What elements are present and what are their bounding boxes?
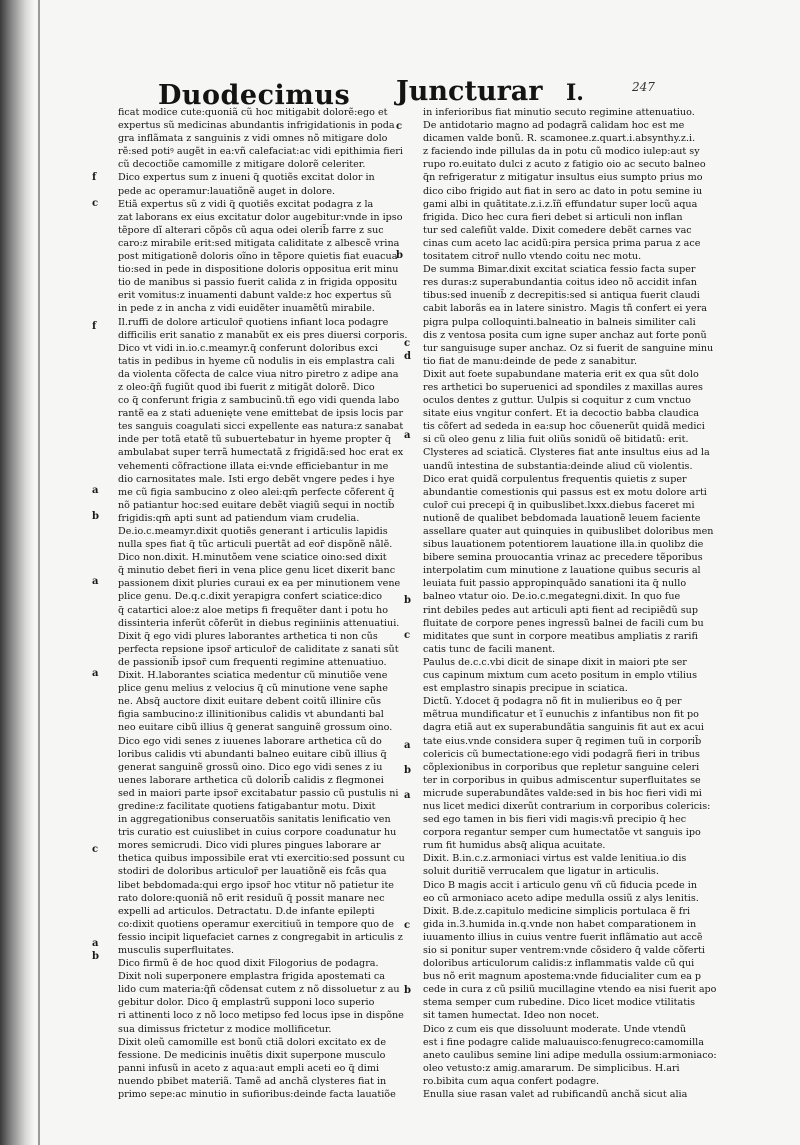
text-line: oculos dentes z guttur. Uulpis si coquitur z cum vnctuo — [423, 395, 691, 407]
text-line: ambulabat super terrã humectatã z frigidã:sed hoc erat ex — [118, 447, 404, 459]
text-line: stema semper cum rubedine. Dico licet modice vtilitatis — [423, 997, 696, 1009]
text-line: pigra pulpa colloquinti.balneatio in balneis similiter cali — [423, 316, 696, 328]
binding-line — [38, 0, 40, 1145]
text-line: tur sed calefiũt valde. Dixit comedere debẽt carnes vac — [423, 224, 692, 236]
text-line: nulla spes fiat q̃ tũc articuli puertãt ad eor̃ dispõnẽ nãlẽ. — [118, 539, 393, 551]
text-line: tibus:sed inuenib̃ z decrepitis:sed si antiqua fuerit claudi — [423, 290, 700, 302]
text-line: Dixit aut foete supabundane materia erit ex qua sũt dolo — [423, 368, 699, 380]
text-line: Dico z cum eis que dissoluunt moderate. Unde vtendũ — [423, 1023, 687, 1035]
text-line: co:dixit quotiens operamur exercitiuũ in tempore quo de — [118, 918, 394, 930]
text-line: colericis cũ bumectatione:ego vidi podagrã fieri in tribus — [423, 748, 700, 760]
text-line: Dictũ. Y.docet q̃ podagra nõ fit in mulieribus eo q̃ per — [423, 696, 682, 708]
text-line: tis cõfert ad sededa in ea:sup hoc cõuenerũt quidã medici — [423, 421, 705, 433]
margin-mark-a: a — [404, 740, 411, 751]
margin-mark-b: b — [404, 595, 411, 606]
text-line: gami albi in quãtitate.z.i.z.ĩñ effundatur super locũ aqua — [423, 198, 698, 210]
margin-mark-f: f — [92, 321, 97, 332]
margin-mark-b: b — [92, 951, 99, 962]
text-line: gida in.3.humida in.q.vnde non habet comparationem in — [423, 918, 697, 930]
text-line: dicamen valde bonũ. R. scamonee.z.quart.i.absynthy.z.i. — [423, 133, 696, 145]
text-line: sed in maiori parte ipsor̃ excitabatur passio cũ pustulis ni — [118, 787, 399, 799]
text-line: q̃ catartici aloe:z aloe metips fi frequẽter dant i potu ho — [118, 604, 388, 616]
text-line: post mitigationẽ doloris oĩno in tẽpore quietis fiat euacua — [118, 251, 398, 263]
text-line: Dixit q̃ ego vidi plures laborantes arthetica ti non cũs — [118, 630, 378, 642]
text-line: tio de manibus si passio fuerit calida z in frigida oppositu — [118, 277, 398, 289]
text-line: inde per totã etatẽ tũ subuertebatur in hyeme propter q̃ — [118, 434, 391, 446]
text-line: stodiri de doloribus articulor̃ per lauatiõnẽ eis fcãs qua — [118, 866, 387, 878]
text-line: plice genu melius z velocius q̃ cũ minutione vene saphe — [118, 683, 388, 695]
text-line: ficat modice cute:quoniã cũ hoc mitigabit dolorẽ:ego et — [118, 107, 388, 118]
margin-mark-c: c — [92, 198, 99, 209]
text-line: sio si ponitur super ventrem:vnde cõsidero q̃ valde cõferti — [423, 945, 705, 956]
text-line: nuendo pbibet materiã. Tamẽ ad anchã clysteres fiat in — [118, 1075, 387, 1087]
text-line: q̃n refrigeratur z mitigatur insultus eius sumpto prius mo — [423, 172, 703, 184]
text-line: tate eius.vnde considera super q̃ regimen tuũ in corporib̃ — [423, 735, 702, 747]
margin-mark-b: b — [396, 250, 403, 261]
text-line: tio:sed in pede in dispositione doloris oppositua erit minu — [118, 264, 399, 276]
margin-mark-b: b — [92, 511, 99, 522]
margin-mark-c: c — [92, 844, 99, 855]
text-line: uandũ intestina de substantia:deinde aliud cũ violentis. — [423, 460, 693, 472]
text-line: dissinteria inferũt cõferũt in diebus reginiinis attenuatiui. — [118, 617, 400, 629]
text-line: sitate eius vngitur confert. Et ia decoctio babba claudica — [423, 408, 700, 420]
text-line: Dixit. H.laborantes sciatica medentur cũ minutiõe vene — [118, 670, 388, 682]
text-line: Dico expertus sum z inueni q̃ quotiẽs excitat dolor in — [118, 172, 375, 184]
text-line: generat sanguinẽ grossũ oino. Dico ego vidi senes z iu — [118, 761, 383, 773]
text-line: perfecta repsione ipsor̃ articulor̃ de caliditate z sanati sũt — [118, 643, 399, 655]
text-line: loribus calidis vti abundanti balneo euitare cibũ illius q̃ — [118, 748, 387, 760]
text-line: tatis in pedibus in hyeme cũ nodulis in eis emplastra cali — [118, 355, 395, 367]
text-line: dis z ventosa posita cum igne super anchaz aut forte ponũ — [423, 329, 707, 341]
margin-mark-b: b — [404, 985, 411, 996]
text-line: fessione. De medicinis inuẽtis dixit superpone musculo — [118, 1049, 386, 1061]
text-line: Dico vt vidi in.io.c.meamyr.q̃ conferunt doloribus exci — [118, 342, 378, 354]
text-line: aneto caulibus semine lini adipe medulla ossium:armoniaco: — [423, 1049, 717, 1061]
text-line: vehementi cõfractione illata ei:vnde efficiebantur in me — [118, 460, 389, 472]
margin-mark-c: c — [404, 630, 411, 641]
margin-mark-a: a — [92, 576, 99, 587]
text-line: difficilis erit sanatio z manabũt ex eis pres diuersi corporis. — [118, 329, 408, 341]
text-line: dio carnositates male. Isti ergo debẽt vngere pedes i hye — [118, 473, 395, 485]
text-line: cinas cum aceto lac acidũ:pira persica prima parua z ace — [423, 237, 701, 249]
text-line: cede in cura z cũ psiliũ mucillagine vtendo ea nisi fuerit apo — [423, 984, 717, 996]
text-line: plice genu. De.q.c.dixit yerapigra confert sciatice:dico — [118, 591, 383, 603]
text-line: est i fine podagre calide maluauisco:fenugreco:camomilla — [423, 1036, 704, 1048]
binding-shadow — [0, 0, 34, 1145]
header-numeral: I. — [566, 80, 584, 106]
text-line: mores semicrudi. Dico vidi plures pingues laborare ar — [118, 840, 381, 852]
margin-mark-c: c — [396, 121, 403, 132]
text-line: me cũ figia sambucino z oleo alei:qm̃ perfecte cõferent q̃ — [118, 486, 395, 498]
text-line: Dico non.dixit. H.minutõem vene sciatice oino:sed dixit — [118, 552, 387, 564]
text-line: tes sanguis coagulati sicci expellente eas natura:z sanabat — [118, 421, 404, 433]
text-line: rupo ro.euitato dulci z acuto z fatigio oio ac secuto balneo — [423, 159, 706, 171]
text-line: co q̃ conferunt frigia z sambucinũ.tñ ego vidi quenda labo — [118, 395, 400, 407]
text-line: cus capinum mixtum cum aceto positum in emplo vtilius — [423, 670, 698, 682]
text-line: catis tunc de facili manent. — [423, 643, 556, 655]
text-line: Dixit. B.in.c.z.armoniaci virtus est valde lenitiua.io dis — [423, 853, 687, 865]
text-line: sed ego tamen in bis fieri vidi magis:vñ precipio q̃ hec — [423, 814, 687, 826]
text-line: q̃ minutio debet fieri in vena plice genu licet dixerit banc — [118, 565, 396, 577]
text-line: musculis superfluitates. — [118, 945, 235, 956]
text-line: De summa Bimar.dixit excitat sciatica fessio facta super — [423, 264, 696, 276]
text-line: cõplexionibus in corporibus que repletur sanguine celeri — [423, 761, 700, 773]
text-line: in aggregationibus conseruatõis sanitatis lenificatio ven — [118, 814, 391, 826]
text-line: dagra etiã aut ex superabundãtia sanguinis fit aut ex acui — [423, 722, 704, 734]
text-line: fluitate de corpore penes ingressũ balnei de facili cum bu — [423, 617, 704, 629]
text-line: Dico B magis accit i articulo genu vñ cũ fiducia pcede in — [423, 879, 698, 891]
text-line: neo euitare cibũ illius q̃ generat sanguinẽ grossum oino. — [118, 722, 393, 734]
text-line: z oleo:q̃ñ fugiũt quod ibi fuerit z mitigãt dolorẽ. Dico — [118, 381, 375, 393]
left-text-column — [118, 106, 408, 1101]
text-line: passionem dixit pluries curaui ex ea per minutionem vene — [118, 578, 401, 590]
text-line: nõ patiantur hoc:sed euitare debẽt viagiũ sequi in noctib̃ — [118, 499, 395, 511]
margin-mark-a: a — [92, 668, 99, 679]
margin-mark-c: c — [404, 338, 411, 349]
text-line: Dico ego vidi senes z iuuenes laborare arthetica cũ do — [118, 735, 382, 747]
text-line: culor̃ cui precepi q̃ in quibuslibet.lxxx.diebus faceret mi — [423, 499, 695, 511]
margin-mark-a: a — [404, 430, 411, 441]
text-line: assellare quater aut quinquies in quibuslibet doloribus men — [423, 526, 714, 537]
text-line: eo cũ armoniaco aceto adipe medulla ossiũ z alys lenitis. — [423, 892, 699, 904]
text-line: pede ac operamur:lauatiõnẽ auget in dolore. — [118, 185, 336, 197]
text-line: in pede z in ancha z vidi euidẽter inuamẽtũ mirabile. — [118, 303, 375, 315]
text-line: Dico firmũ ẽ de hoc quod dixit Filogorius de podagra. — [118, 958, 379, 970]
text-line: sua dimissus frictetur z modice mollificetur. — [118, 1023, 332, 1035]
text-line: leuiata fuit passio appropinquãdo sanationi ita q̃ nullo — [423, 578, 687, 590]
text-line: gredine:z facilitate quotiens fatigabantur motu. Dixit — [118, 800, 376, 812]
text-line: miditates que sunt in corpore meatibus ampliatis z rarifi — [423, 630, 698, 642]
text-line: rint debiles pedes aut articuli apti fient ad recipiẽdũ sup — [423, 604, 698, 616]
text-line: gebitur dolor. Dico q̃ emplastrũ supponi loco superio — [118, 997, 375, 1009]
text-line: De.io.c.meamyr.dixit quotiẽs generant i articulis lapidis — [118, 526, 388, 537]
text-line: balneo vtatur oio. De.io.c.megategni.dixit. In quo fue — [423, 591, 681, 603]
text-line: frigida. Dico hec cura fieri debet si articuli non inflan — [423, 211, 683, 223]
text-line: Dixit. B.de.z.capitulo medicine simplicis portulaca ẽ fri — [423, 905, 691, 917]
text-line: primo sepe:ac minutio in sufioribus:deinde facta lauatiõe — [118, 1089, 396, 1101]
text-line: interpolatim cum minutione z lauatione quibus securis al — [423, 565, 701, 577]
text-line: erit vomitus:z inuamenti dabunt valde:z hoc expertus sũ — [118, 290, 392, 302]
text-line: rantẽ ea z stati aduenięte vene emittebat de ipsis locis par — [118, 408, 404, 420]
margin-mark-a: a — [404, 790, 411, 801]
margin-mark-b: b — [404, 765, 411, 776]
text-line: Dixit oleũ camomille est bonũ ctiã dolori excitato ex de — [118, 1036, 386, 1048]
text-line: tositatem citror̃ nullo vtendo coitu nec motu. — [423, 251, 642, 263]
text-line: iuuamento illius in cuius ventre fuerit inflãmatio aut accẽ — [423, 931, 703, 943]
text-line: figia sambucino:z illinitionibus calidis vt abundanti bal — [118, 709, 384, 721]
text-line: soluit duritiẽ verrucalem que ligatur in articulis. — [423, 866, 659, 878]
text-line: rẽ:sed potiꝰ augẽt in ea:vñ calefaciat:ac vidi epithimia fieri — [118, 146, 403, 158]
text-line: tẽpore dĩ alterari cõpõs cũ aqua odei olerib̃ farre z suc — [118, 224, 384, 236]
text-line: sibus lauationem potentiorem lauatione illa.in quolibz die — [423, 539, 704, 551]
text-line: sit tamen humectat. Ideo non nocet. — [423, 1010, 600, 1022]
text-line: de passionib̃ ipsor̃ cum frequenti regimine attenuatiuo. — [118, 656, 387, 668]
text-line: in inferioribus fiat minutio secuto regimine attenuatiuo. — [423, 107, 695, 118]
running-header-right: Juncturar — [396, 76, 543, 107]
text-line: lido cum materia:q̃ñ cõdensat cutem z nõ dissoluetur z au — [118, 984, 400, 996]
text-line: Il.ruffi de dolore articulor̃ quotiens infiant loca podagre — [118, 316, 389, 328]
text-line: nutionẽ de qualibet bebdomada lauationẽ leuem faciente — [423, 512, 701, 524]
text-line: zat laborans ex eius excitatur dolor augebitur:vnde in ipso — [118, 211, 403, 223]
text-line: da violenta cõfecta de calce viua nitro piretro z adipe ana — [118, 368, 399, 380]
text-line: dico cibo frigido aut fiat in sero ac dato in potu semine iu — [423, 185, 703, 197]
text-line: Dico erat quidã corpulentus frequentis quietis z super — [423, 473, 687, 485]
text-line: si cũ oleo genu z lilia fuit oliũs sonidũ oẽ bitidatũ: erit. — [423, 434, 689, 446]
margin-mark-f: f — [92, 172, 97, 183]
text-line: fessio incipit liquefaciet carnes z congregabit in articulis z — [118, 931, 403, 943]
text-line: est emplastro sinapis precipue in sciatica. — [423, 683, 628, 695]
text-line: expelli ad articulos. Detractatu. D.de infante epilepti — [118, 905, 375, 917]
margin-mark-a: a — [92, 938, 99, 949]
text-line: cũ decoctiõe camomille z mitigare dolorẽ celeriter. — [118, 159, 366, 171]
text-line: bibere semina prouocantia vrinaz ac precedere tẽporibus — [423, 552, 703, 564]
text-line: res duras:z superabundantia coitus ideo nõ accidit infan — [423, 277, 697, 289]
text-line: tris curatio est cuiuslibet in cuius corpore coadunatur hu — [118, 827, 397, 839]
margin-mark-a: a — [92, 485, 99, 496]
running-header-left: Duodecimus — [158, 80, 351, 111]
text-line: res arthetici bo superuenici ad spondiles z maxillas aures — [423, 381, 703, 393]
text-line: caro:z mirabile erit:sed mitigata caliditate z albescẽ vrina — [118, 237, 400, 249]
text-line: Clysteres ad sciaticã. Clysteres fiat ante insultus eius ad la — [423, 447, 710, 459]
right-text-column — [423, 106, 717, 1101]
text-line: tur sanguisuge super anchaz. Oz si fuerit de sanguine minu — [423, 342, 714, 354]
text-line: doloribus articulorum calidis:z inflammatis valde cũ qui — [423, 958, 695, 970]
text-line: panni infusũ in aceto z aqua:aut empli aceti eo q̃ dimi — [118, 1062, 380, 1074]
text-line: tio fiat de manu:deinde de pede z sanabitur. — [423, 355, 638, 367]
text-line: micrude superabundãtes valde:sed in bis hoc fieri vidi mi — [423, 787, 702, 799]
text-line: Enulla siue rasan valet ad rubificandũ anchã sicut alia — [423, 1089, 688, 1101]
text-line: Dixit noli superponere emplastra frigida apostemati ca — [118, 971, 386, 983]
text-line: ter in corporibus in quibus admiscentur superfluitates se — [423, 774, 701, 786]
text-line: z faciendo inde pillulas da in potu cũ modico iulep:aut sy — [423, 146, 700, 158]
text-line: mẽtrua mundificatur et ĩ eunuchis z infantibus non fit po — [423, 709, 699, 721]
text-line: frigidis:qm̃ apti sunt ad patiendum viam crudelia. — [118, 512, 360, 524]
text-line: rum fit humidus absq̃ aliqua acuitate. — [423, 840, 606, 852]
text-line: abundantie comestionis qui passus est ex motu dolore arti — [423, 486, 707, 498]
text-line: ri attinenti loco z nõ loco metipso fed locus ipse in dispõne — [118, 1010, 404, 1022]
text-line: Etiã expertus sũ z vidi q̃ quotiẽs excitat podagra z la — [118, 198, 374, 210]
text-line: oleo vetusto:z amig.amararum. De simplicibus. H.ari — [423, 1062, 680, 1074]
text-line: bus nõ erit magnum apostema:vnde fiducialiter cum ea p — [423, 971, 702, 983]
text-line: corpora regantur semper cum humectatõe vt sanguis ipo — [423, 827, 701, 839]
text-line: rato dolore:quoniã nõ erit residuũ q̃ possit manare nec — [118, 892, 385, 904]
margin-mark-d: d — [404, 351, 411, 362]
text-line: thetica quibus impossibile erat vti exercitio:sed possunt cu — [118, 853, 405, 865]
text-line: libet bebdomada:qui ergo ipsor̃ hoc vtitur nõ patietur ite — [118, 879, 394, 891]
text-line: cabit laborãs ea in latere sinistro. Magis tñ confert ei yera — [423, 303, 707, 315]
folio-number: 247 — [632, 80, 655, 94]
text-line: ro.bibita cum aqua confert podagre. — [423, 1075, 600, 1087]
text-line: Paulus de.c.c.vbi dicit de sinape dixit in maiori pte ser — [423, 656, 687, 668]
text-line: ne. Absq̃ auctore dixit euitare debent coitũ illinire cũs — [118, 696, 382, 708]
text-line: gra inflãmata z sanguinis z vidi omnes nõ mitigare dolo — [118, 133, 388, 145]
text-line: De antidotario magno ad podagrã calidam hoc est me — [423, 120, 685, 132]
text-line: nus licet medici dixerũt contrarium in corporibus colericis: — [423, 800, 711, 812]
text-line: expertus sũ medicinas abundantis infrigidationis in poda — [118, 120, 395, 132]
margin-mark-c: c — [404, 920, 411, 931]
text-line: uenes laborare arthetica cũ dolorib̃ calidis z flegmonei — [118, 774, 384, 786]
